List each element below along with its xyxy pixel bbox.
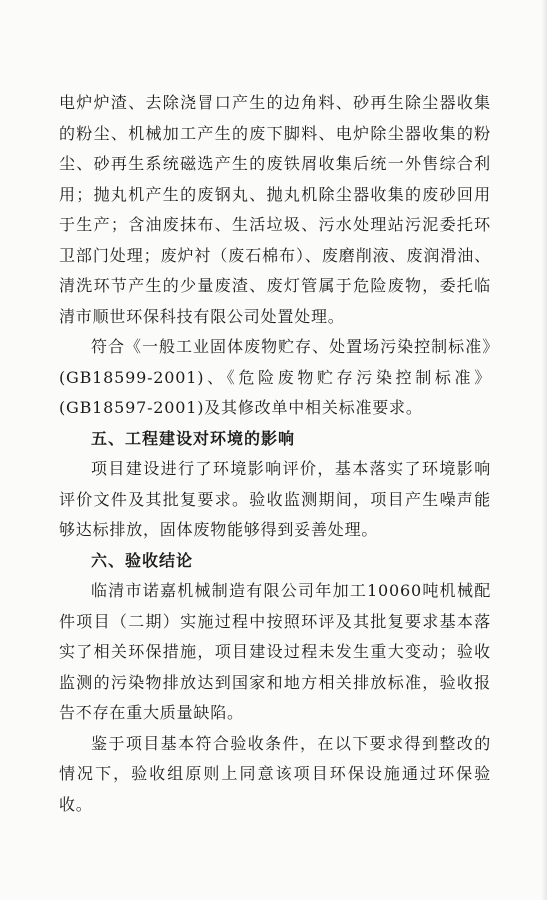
- section-heading-environmental-impact: 五、工程建设对环境的影响: [91, 428, 296, 448]
- paragraph-acceptance-conclusion: 临清市诺嘉机械制造有限公司年加工10060吨机械配件项目（二期）实施过程中按照环评及其批复要求基本落实了相关环保措施，项目建设过程未发生重大变动；验收监测的污染物排放达到国家和地方相关排放标准，验收报告不存在重大质量缺陷。: [59, 581, 491, 722]
- section-heading-acceptance-conclusion: 六、验收结论: [91, 550, 194, 570]
- paragraph-solid-waste-handling: 电炉炉渣、去除浇冒口产生的边角料、砂再生除尘器收集的粉尘、机械加工产生的废下脚料、电炉除尘器收集的粉尘、砂再生系统磁选产生的废铁屑收集后统一外售综合利用；抛丸机产生的废钢丸、抛丸机除尘器收集的废砂回用于生产；含油废抹布、生活垃圾、污水处理站污泥委托环卫部门处理；废炉衬（废石棉布）、废磨削液、废润滑油、清洗环节产生的少量废渣、废灯管属于危险废物，委托临清市顺世环保科技有限公司处置处理。: [59, 93, 491, 326]
- paragraph-standards-compliance: 符合《一般工业固体废物贮存、处置场污染控制标准》(GB18599-2001)、《危险废物贮存污染控制标准》(GB18597-2001)及其修改单中相关标准要求。: [59, 337, 491, 417]
- paragraph-acceptance-decision: 鉴于项目基本符合验收条件，在以下要求得到整改的情况下，验收组原则上同意该项目环保设施通过环保验收。: [59, 733, 491, 814]
- paragraph-environmental-impact: 项目建设进行了环境影响评价，基本落实了环境影响评价文件及其批复要求。验收监测期间，项目产生噪声能够达标排放，固体废物能够得到妥善处理。: [59, 459, 491, 539]
- document-body: [59, 88, 491, 820]
- page-edge-shadow: [541, 0, 547, 900]
